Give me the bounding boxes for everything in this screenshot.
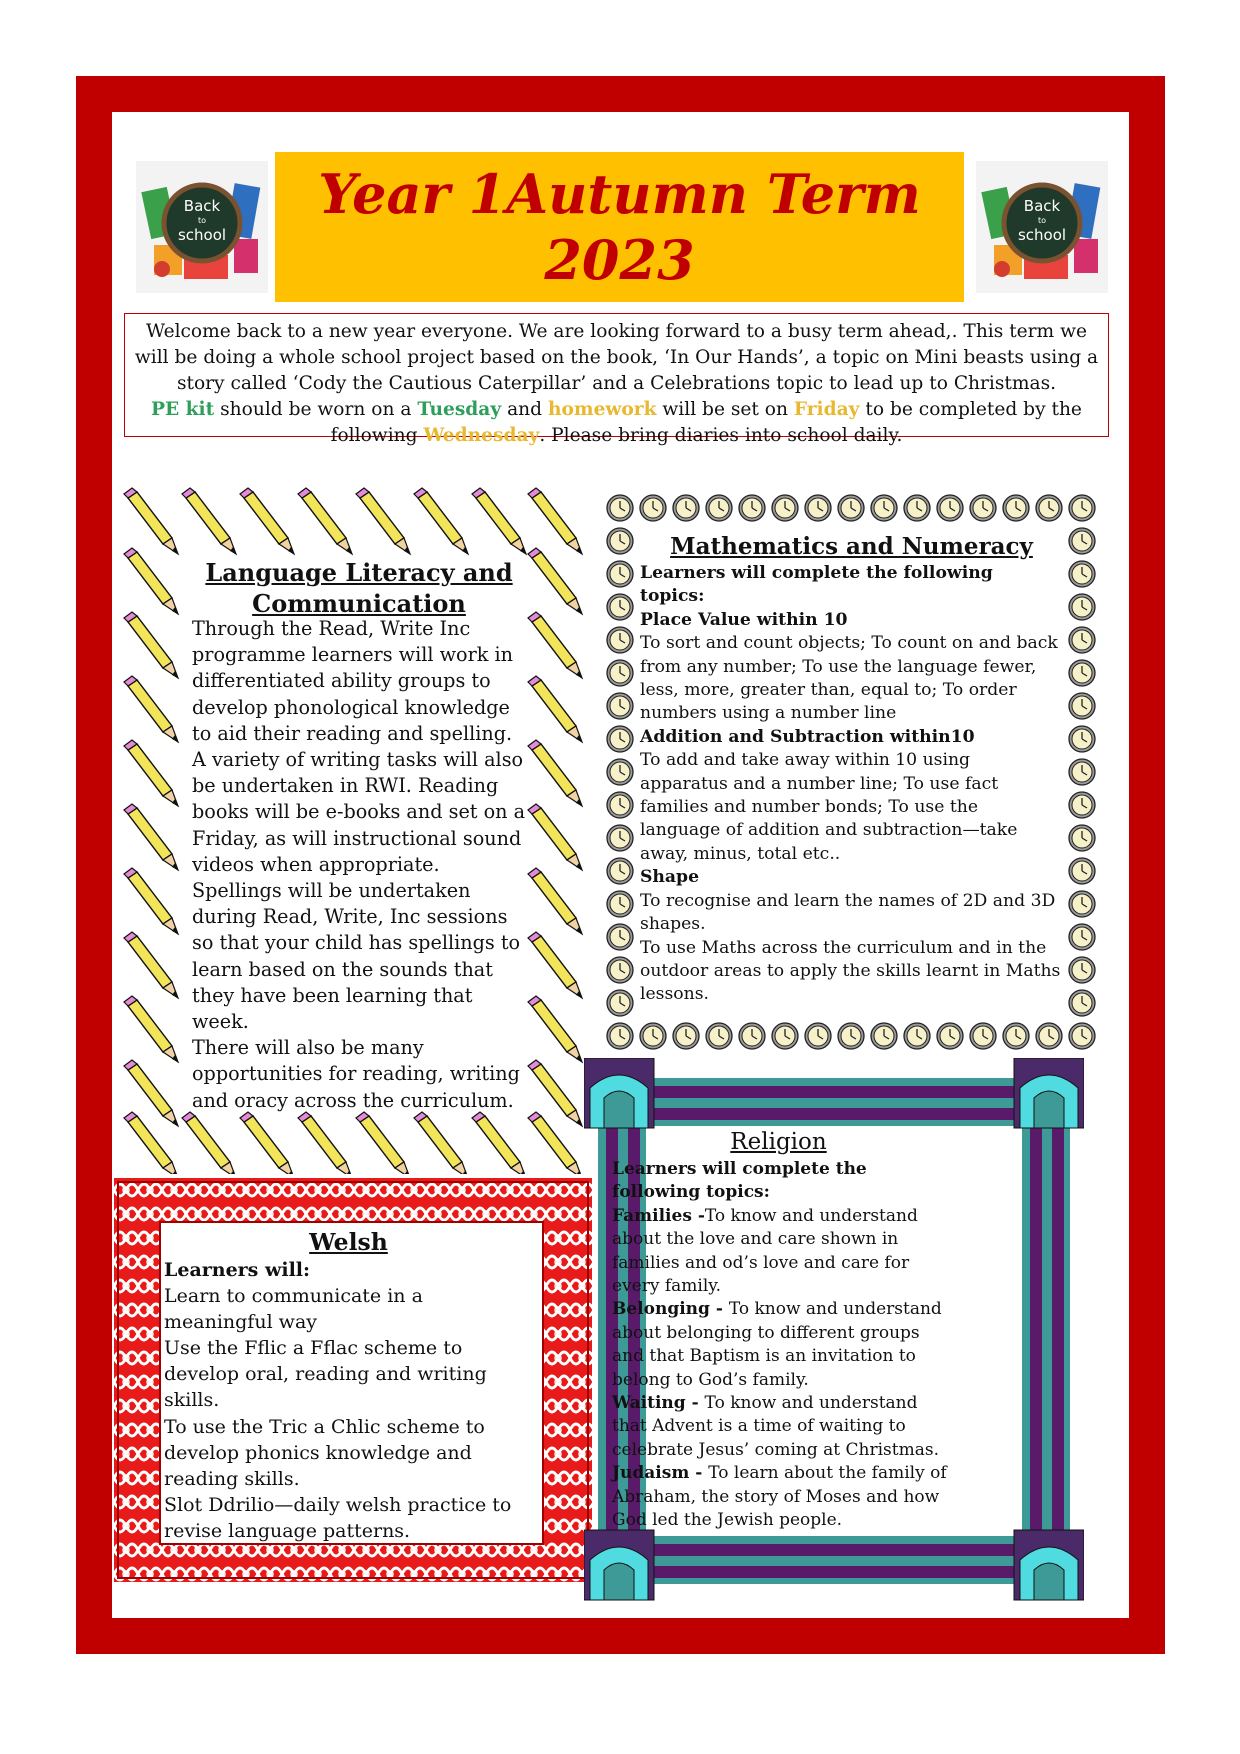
logo-text-school: school xyxy=(1017,226,1067,244)
religion-heading: Religion xyxy=(730,1129,827,1155)
religion-topic-waiting xyxy=(612,1392,952,1462)
pillar-corner-bottom-right xyxy=(1014,1530,1084,1600)
literacy-heading: Language Literacy and Communication xyxy=(205,558,513,618)
religion-topic-belonging xyxy=(612,1298,952,1392)
religion-topic-families xyxy=(612,1205,952,1299)
back-to-school-logo-right xyxy=(974,159,1110,295)
tuesday-label: Tuesday xyxy=(417,399,502,420)
welsh-item: Learn to communicate in a meaningful way xyxy=(164,1285,423,1334)
intro-text-completed: to be completed by the following xyxy=(330,399,1082,446)
maths-topic-shape: Shape xyxy=(640,867,699,888)
pe-kit-label: PE kit xyxy=(151,399,215,420)
maths-intro: Learners will complete the following topics: xyxy=(640,563,993,607)
religion-topic-text: To know and understand about belonging to different groups and that Baptism is an invitation to belong to God’s family. xyxy=(612,1299,942,1390)
maths-heading: Mathematics and Numeracy xyxy=(670,533,1033,560)
pillar-corner-top-left xyxy=(584,1058,654,1128)
religion-body xyxy=(612,1158,952,1533)
literacy-body xyxy=(192,616,532,1114)
logo-text-to: to xyxy=(197,216,207,225)
religion-topic-text: To know and understand about the love and care shown in families and od’s love and care for every family. xyxy=(612,1205,918,1297)
title-banner xyxy=(275,152,964,302)
wednesday-label: Wednesday xyxy=(423,425,540,446)
literacy-paragraph: Through the Read, Write Inc programme learners will work in differentiated ability groups to develop phonological knowledge to aid their reading and spelling. A variety of writing tasks will also be undertaken in RWI. Reading books will be e-books and set on a Friday, as will instructional sound videos when appropriate. Spellings will be undertaken during Read, Write, Inc sessions so that your child has spellings to learn based on the sounds that they have been learning that week. xyxy=(192,617,526,1034)
maths-topic-place-value-text: To sort and count objects; To count on and back from any number; To use the language fewer, less, more, greater than, equal to; To order numbers using a number line xyxy=(640,633,1058,724)
clock-column-right xyxy=(1069,528,1095,1016)
logo-text-back: Back xyxy=(183,197,221,215)
page-title: Year 1Autumn Term 2023 xyxy=(318,162,921,292)
maths-body xyxy=(640,562,1063,1007)
welsh-item: To use the Tric a Chlic scheme to develop phonics knowledge and reading skills. xyxy=(164,1415,485,1490)
intro-text-diaries: . Please bring diaries into school daily. xyxy=(539,425,903,446)
religion-topic-label: Judaism - xyxy=(612,1463,709,1484)
logo-text-to: to xyxy=(1037,216,1047,225)
clock-row-bottom xyxy=(607,1023,1095,1049)
religion-topic-text: To know and understand that Advent is a time of waiting to celebrate Jesus’ coming at Christmas. xyxy=(612,1393,939,1460)
maths-topic-shape-text: To recognise and learn the names of 2D and 3D shapes. xyxy=(640,890,1056,935)
pencil-column-right xyxy=(528,548,582,1126)
intro-text-set: will be set on xyxy=(656,399,794,420)
clock-row-top xyxy=(607,495,1095,521)
welsh-intro: Learners will: xyxy=(164,1259,311,1281)
religion-topic-judaism xyxy=(612,1462,952,1532)
pillar-corner-bottom-left xyxy=(584,1530,654,1600)
religion-intro: Learners will complete the following topics: xyxy=(612,1159,867,1203)
intro-text: Welcome back to a new year everyone. We are looking forward to a busy term ahead,. This term we will be doing a whole school project based on the book, ‘In Our Hands’, a topic on Mini beasts using a story called ‘Cody the Cautious Caterpillar’ and a Celebrations topic to lead up to Christmas. xyxy=(134,321,1099,394)
welsh-item: Slot Ddrilio—daily welsh practice to revise language patterns. xyxy=(164,1493,512,1542)
maths-topic-place-value: Place Value within 10 xyxy=(640,609,848,630)
back-to-school-logo-left xyxy=(134,159,270,295)
religion-topic-label: Belonging - xyxy=(612,1299,729,1320)
logo-text-back: Back xyxy=(1023,197,1061,215)
religion-topic-text: To learn about the family of Abraham, the story of Moses and how God led the Jewish people. xyxy=(612,1463,947,1531)
pencil-row-bottom xyxy=(124,1112,582,1174)
pencil-column-left xyxy=(124,548,178,1126)
homework-label: homework xyxy=(547,399,657,420)
friday-label: Friday xyxy=(793,399,860,420)
clock-column-left xyxy=(607,528,633,1016)
maths-cross-curriculum-text: To use Maths across the curriculum and in the outdoor areas to apply the skills learnt in Maths lessons. xyxy=(640,937,1061,1005)
pillar-corner-top-right xyxy=(1014,1058,1084,1128)
literacy-paragraph-2: There will also be many opportunities for reading, writing and oracy across the curriculum. xyxy=(192,1036,520,1112)
welsh-body xyxy=(164,1257,537,1544)
religion-topic-label: Families - xyxy=(612,1205,705,1226)
page-border xyxy=(76,76,1165,1654)
religion-topic-label: Waiting - xyxy=(612,1393,705,1414)
intro-box xyxy=(124,313,1109,446)
maths-topic-addition: Addition and Subtraction within10 xyxy=(640,726,975,747)
maths-topic-addition-text: To add and take away within 10 using apparatus and a number line; To use fact families and number bonds; To use the language of addition and subtraction—take away, minus, total etc.. xyxy=(640,750,1018,864)
intro-text-and: and xyxy=(501,399,548,420)
newsletter-sheet xyxy=(112,112,1129,1618)
pencil-row-top xyxy=(124,488,582,554)
welsh-item: Use the Fflic a Fflac scheme to develop oral, reading and writing skills. xyxy=(164,1337,487,1412)
intro-text-worn: should be worn on a xyxy=(214,399,418,420)
welsh-heading: Welsh xyxy=(309,1228,388,1256)
logo-text-school: school xyxy=(177,226,227,244)
